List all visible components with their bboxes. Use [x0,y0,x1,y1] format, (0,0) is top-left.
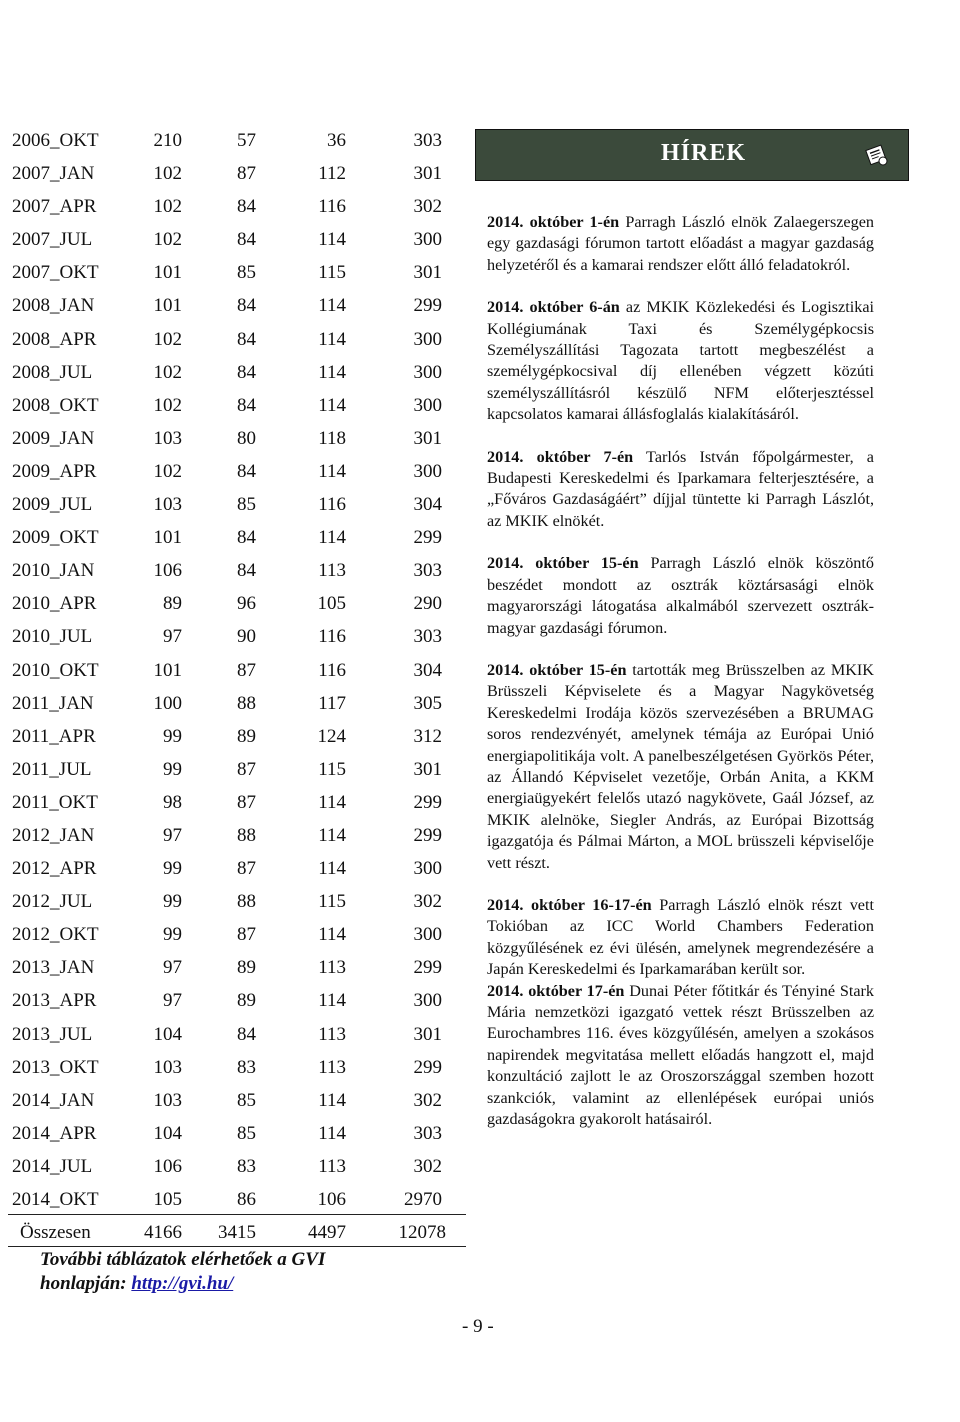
value-cell: 83 [237,1056,256,1078]
value-cell: 84 [237,196,256,218]
value-cell: 302 [413,891,442,913]
news-item [487,447,874,533]
value-cell: 36 [327,130,346,151]
value-cell: 124 [317,725,346,747]
value-cell: 102 [153,196,182,218]
value-cell: 304 [413,494,442,516]
news-item [487,981,874,1131]
value-cell: 85 [237,494,256,516]
period-cell: 2011_APR [12,725,96,747]
value-cell: 302 [413,1089,442,1111]
value-cell: 97 [163,626,182,648]
table-row [8,223,468,256]
value-cell: 115 [318,262,346,284]
value-cell: 302 [413,1155,442,1177]
value-cell: 299 [413,957,442,979]
value-cell: 85 [237,1122,256,1144]
table-row [8,620,468,653]
value-cell: 85 [237,1089,256,1111]
period-cell: 2014_OKT [12,1189,99,1210]
period-cell: 2007_APR [12,196,97,218]
value-cell: 118 [318,427,346,449]
value-cell: 106 [153,1155,182,1177]
period-cell: 2007_JUL [12,229,93,251]
period-cell: 2008_OKT [12,394,99,416]
value-cell: 102 [153,163,182,185]
value-cell: 301 [413,262,442,284]
news-item [487,553,874,639]
table-row [8,786,468,819]
value-cell: 101 [153,527,182,549]
value-cell: 87 [237,659,256,681]
value-cell: 104 [153,1122,182,1144]
value-cell: 115 [318,891,346,913]
value-cell: 116 [318,659,346,681]
value-cell: 114 [318,394,346,416]
note-line-2 [40,1272,440,1296]
table-row [8,1051,468,1084]
value-cell: 305 [413,692,442,714]
period-cell: 2009_APR [12,460,97,482]
value-cell: 300 [413,924,442,946]
value-cell: 84 [237,1023,256,1045]
period-cell: 2013_JUL [12,1023,93,1045]
table-row [8,819,468,852]
value-cell: 114 [318,229,346,251]
value-cell: 88 [237,692,256,714]
value-cell: 300 [413,394,442,416]
value-cell: 89 [237,725,256,747]
period-cell: 2009_OKT [12,527,99,549]
total-row [8,1218,468,1248]
value-cell: 105 [317,593,346,615]
value-cell: 102 [153,229,182,251]
value-cell: 114 [318,361,346,383]
table-row [8,984,468,1017]
value-cell: 87 [237,858,256,880]
table-row [8,1084,468,1117]
value-cell: 57 [237,130,256,151]
more-tables-note [40,1248,440,1296]
news-item [487,660,874,874]
value-cell: 114 [318,460,346,482]
period-cell: 2013_APR [12,990,97,1012]
value-cell: 299 [413,527,442,549]
value-cell: 113 [318,957,346,979]
value-cell: 303 [413,560,442,582]
value-cell: 105 [153,1189,182,1210]
value-cell: 114 [318,328,346,350]
value-cell: 114 [318,990,346,1012]
table-row [8,256,468,289]
value-cell: 117 [318,692,346,714]
table-row [8,455,468,488]
value-cell: 114 [318,791,346,813]
value-cell: 80 [237,427,256,449]
total-label: Összesen [20,1222,91,1243]
note-line-1: További táblázatok elérhetőek a GVI [40,1249,326,1270]
period-cell: 2011_JUL [12,758,92,780]
news-text: Parragh László elnök részt vett Tokióban az ICC World Chambers Federation közgyűlésének ez évi ülésén, amelynek megrendezésére a Japán Kereskedelmi és Iparkamarában került sor. [487,895,874,979]
news-item [487,212,874,276]
period-cell: 2009_JAN [12,427,95,449]
value-cell: 99 [163,924,182,946]
value-cell: 90 [237,626,256,648]
news-date: 2014. október 1-én [487,213,620,231]
value-cell: 116 [318,626,346,648]
value-cell: 87 [237,163,256,185]
value-cell: 301 [413,427,442,449]
value-cell: 114 [318,824,346,846]
value-cell: 300 [413,990,442,1012]
value-cell: 103 [153,427,182,449]
value-cell: 299 [413,1056,442,1078]
value-cell: 113 [318,560,346,582]
table-row [8,951,468,984]
value-cell: 106 [317,1189,346,1210]
value-cell: 103 [153,1056,182,1078]
news-date: 2014. október 16-17-én [487,895,652,914]
value-cell: 116 [318,196,346,218]
value-cell: 87 [237,758,256,780]
gvi-link[interactable]: http://gvi.hu/ [131,1273,234,1294]
value-cell: 89 [163,593,182,615]
news-date: 2014. október 6-án [487,298,620,317]
news-date: 2014. október 17-én [487,981,625,1000]
value-cell: 300 [413,858,442,880]
table-row [8,720,468,753]
value-cell: 104 [153,1023,182,1045]
news-item [487,895,874,981]
table-row [8,1183,468,1216]
value-cell: 83 [237,1155,256,1177]
table-row [8,654,468,687]
period-cell: 2014_APR [12,1122,97,1144]
total-divider-bottom [8,1246,466,1247]
news-text: Parragh László elnök Zalaegerszegen egy gazdasági fórumon tartott előadást a magyar gazdaság helyzetéről és a kamarai rendszer előtt álló feladatokról. [487,213,874,274]
value-cell: 100 [153,692,182,714]
note-prefix: honlapján: [40,1273,132,1294]
value-cell: 96 [237,593,256,615]
value-cell: 99 [163,725,182,747]
value-cell: 304 [413,659,442,681]
value-cell: 84 [237,460,256,482]
total-col2: 3415 [218,1222,256,1243]
period-cell: 2013_OKT [12,1056,99,1078]
period-cell: 2010_JAN [12,560,95,582]
table-row [8,422,468,455]
value-cell: 98 [163,791,182,813]
value-cell: 85 [237,262,256,284]
value-cell: 84 [237,560,256,582]
value-cell: 102 [153,460,182,482]
value-cell: 113 [318,1056,346,1078]
total-col4: 12078 [398,1222,446,1243]
period-cell: 2008_JAN [12,295,95,317]
value-cell: 89 [237,957,256,979]
table-row [8,521,468,554]
period-cell: 2011_JAN [12,692,94,714]
value-cell: 300 [413,361,442,383]
value-cell: 101 [153,262,182,284]
value-cell: 97 [163,824,182,846]
period-cell: 2007_JAN [12,163,95,185]
table-row [8,1117,468,1150]
news-date: 2014. október 15-én [487,660,627,679]
table-row [8,1150,468,1183]
total-col3: 4497 [308,1222,346,1243]
value-cell: 102 [153,394,182,416]
value-cell: 302 [413,196,442,218]
table-row [8,885,468,918]
news-text: Parragh László elnök köszöntő beszédet mondott az osztrák köztársasági elnök magyarországi látogatása alkalmából szervezett osztrák-magyar gazdasági fórumon. [487,554,874,637]
value-cell: 86 [237,1189,256,1210]
table-row [8,356,468,389]
table-row [8,554,468,587]
news-date: 2014. október 7-én [487,447,634,466]
value-cell: 301 [413,1023,442,1045]
value-cell: 102 [153,361,182,383]
news-text: az MKIK Közlekedési és Logisztikai Kollégiumának Taxi és Személygépkocsis Személyszállítási Tagozata tartott megbeszélést a személygépkocsival díj ellenében végzett közúti személyszállításról készülő NFM előterjesztéssel kapcsolatos kamarai állásfoglalás kialakításáról. [487,298,874,424]
period-cell: 2014_JUL [12,1155,93,1177]
table-row [8,488,468,521]
value-cell: 303 [413,1122,442,1144]
news-header [475,129,909,181]
value-cell: 300 [413,229,442,251]
value-cell: 116 [318,494,346,516]
period-cell: 2011_OKT [12,791,98,813]
period-cell: 2007_OKT [12,262,99,284]
period-cell: 2014_JAN [12,1089,95,1111]
value-cell: 89 [237,990,256,1012]
value-cell: 114 [318,527,346,549]
value-cell: 106 [153,560,182,582]
value-cell: 114 [318,1122,346,1144]
table-row [8,852,468,885]
value-cell: 303 [413,626,442,648]
total-col1: 4166 [144,1222,182,1243]
value-cell: 210 [153,130,182,151]
table-row [8,124,468,157]
period-cell: 2012_JUL [12,891,93,913]
value-cell: 114 [318,858,346,880]
value-cell: 114 [318,295,346,317]
value-cell: 84 [237,295,256,317]
value-cell: 114 [318,1089,346,1111]
period-cell: 2012_JAN [12,824,95,846]
period-cell: 2013_JAN [12,957,95,979]
value-cell: 84 [237,394,256,416]
value-cell: 88 [237,824,256,846]
period-cell: 2010_OKT [12,659,99,681]
value-cell: 99 [163,891,182,913]
value-cell: 300 [413,460,442,482]
value-cell: 113 [318,1155,346,1177]
table-row [8,1018,468,1051]
table-row [8,753,468,786]
value-cell: 102 [153,328,182,350]
period-cell: 2008_APR [12,328,97,350]
table-row [8,323,468,356]
value-cell: 290 [413,593,442,615]
value-cell: 299 [413,295,442,317]
table-row [8,389,468,422]
table-row [8,190,468,223]
value-cell: 113 [318,1023,346,1045]
period-cell: 2012_APR [12,858,97,880]
value-cell: 84 [237,527,256,549]
value-cell: 300 [413,328,442,350]
news-item [487,297,874,425]
value-cell: 103 [153,1089,182,1111]
total-divider-top [8,1214,466,1215]
news-text: tartották meg Brüsszelben az MKIK Brüsszeli Képviselete és a Magyar Nagykövetség Kereskedelmi Irodája közös szervezésében a BRUMAG soros rendezvényét, amelynek témája az Európai Unió energiapolitikája volt. A panelbeszélgetésen Györkös Péter, az Állandó Képviselet vezetője, Orbán Anita, a KKM energiaügyekért felelős utazó nagykövete, Gaál József, az MKIK alelnöke, Siegler András, az Európai Bizottság igazgatója és Pálmai Márton, a MOL brüsszeli képviselője vett részt. [487,660,874,872]
value-cell: 301 [413,758,442,780]
period-cell: 2009_JUL [12,494,93,516]
value-cell: 101 [153,659,182,681]
value-cell: 114 [318,924,346,946]
news-text: Tarlós István főpolgármester, a Budapesti Kereskedelmi és Iparkamara felterjesztésére, a „Főváros Gazdaságáért” díjjal tüntette ki Parragh Lászlót, az MKIK elnökét. [487,447,874,530]
value-cell: 88 [237,891,256,913]
value-cell: 103 [153,494,182,516]
value-cell: 101 [153,295,182,317]
value-cell: 115 [318,758,346,780]
value-cell: 87 [237,791,256,813]
value-cell: 99 [163,858,182,880]
value-cell: 84 [237,361,256,383]
newspaper-icon [864,142,890,168]
news-text: Dunai Péter főtitkár és Tényiné Stark Mária nemzetközi igazgató vettek részt Brüsszelben az Eurochambres 116. éves közgyűlésén, amelyen a szokásos napirendek megvitatása mellett előadás hangzott el, majd konzultáció zajlott le az Oroszországgal szemben hozott szankciók, valamint az ellenlépések európai uniós gazdaságokra gyakorolt hatásairól. [487,981,874,1129]
value-cell: 299 [413,791,442,813]
period-cell: 2008_JUL [12,361,93,383]
period-cell: 2012_OKT [12,924,99,946]
news-list [487,212,874,1151]
table-row [8,918,468,951]
table-row [8,587,468,620]
value-cell: 312 [413,725,442,747]
news-date: 2014. október 15-én [487,554,639,573]
table-row [8,289,468,322]
value-cell: 84 [237,229,256,251]
period-cell: 2006_OKT [12,130,99,151]
period-cell: 2010_APR [12,593,97,615]
page-number: - 9 - [462,1316,494,1337]
table-row [8,687,468,720]
value-cell: 112 [318,163,346,185]
value-cell: 87 [237,924,256,946]
statistics-table [8,124,468,1216]
value-cell: 303 [413,130,442,151]
value-cell: 2970 [404,1189,442,1210]
table-row [8,157,468,190]
value-cell: 97 [163,957,182,979]
value-cell: 99 [163,758,182,780]
value-cell: 299 [413,824,442,846]
value-cell: 301 [413,163,442,185]
value-cell: 97 [163,990,182,1012]
value-cell: 84 [237,328,256,350]
news-title: HÍREK [661,140,747,166]
period-cell: 2010_JUL [12,626,93,648]
